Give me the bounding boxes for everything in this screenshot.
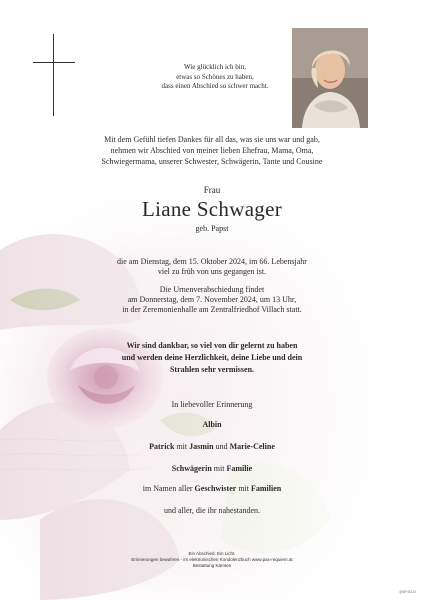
salutation: Frau: [203, 185, 221, 195]
mourner-conjunction: mit: [176, 442, 188, 451]
footer-line: Bestattung Kärnten: [192, 563, 232, 568]
mourner-prefix: im Namen aller: [142, 484, 193, 493]
mourner-name: Schwägerin: [171, 464, 212, 473]
mourner-in-law: [0, 464, 424, 473]
mourner-siblings: [0, 484, 424, 493]
intro-line: nehmen wir Abschied von meiner lieben Ehefrau, Mama, Oma,: [110, 146, 314, 155]
memory-intro: In liebevoller Erinnerung: [171, 400, 253, 409]
thanks-line: und werden deine Herzlichkeit, deine Liebe und dein: [121, 353, 303, 362]
mourner-name: Jasmin: [189, 442, 214, 451]
mourner-name: Geschwister: [194, 484, 237, 493]
mourner-name: Familien: [250, 484, 282, 493]
intro-text: [0, 134, 424, 167]
death-line: viel zu früh von uns gegangen ist.: [157, 267, 267, 276]
cross-symbol: [53, 34, 54, 116]
mourner-name: Patrick: [149, 442, 175, 451]
portrait-photo: [292, 28, 368, 128]
intro-line: Mit dem Gefühl tiefen Dankes für all das, was sie uns war und gab,: [104, 135, 320, 144]
mourner-conjunction: mit: [238, 484, 249, 493]
mourner-husband: Albin: [202, 420, 222, 429]
urn-line: in der Zeremonienhalle am Zentralfriedhof Villach statt.: [122, 305, 302, 314]
urn-farewell-notice: [0, 285, 424, 315]
mourner-name: Familie: [226, 464, 253, 473]
poem-text: [150, 63, 280, 92]
document-code: @BF/8224: [399, 590, 416, 594]
urn-line: Die Urnenverabschiedung findet: [159, 285, 265, 294]
thanks-text: [0, 340, 424, 376]
birth-name: geb. Papst: [195, 224, 229, 233]
deceased-name: Liane Schwager: [141, 197, 283, 221]
footer-line: Erinnerungen bewahren - im elektronischen Kondolenzbuch www.pax-requiem.at: [131, 557, 293, 562]
thanks-line: Wir sind dankbar, so viel von dir gelernt zu haben: [126, 341, 298, 350]
thanks-line: Strahlen sehr vermissen.: [169, 365, 255, 374]
mourner-conjunction: mit: [213, 464, 225, 473]
mourner-name: Marie-Celine: [229, 442, 275, 451]
mourner-closing: und aller, die ihr nahestanden.: [163, 506, 261, 515]
footer-text: [0, 551, 424, 569]
poem-line: dass einen Abschied so schwer macht.: [161, 82, 269, 90]
mourner-children: [0, 442, 424, 451]
intro-line: Schwiegermama, unserer Schwester, Schwägerin, Tante und Cousine: [101, 157, 323, 166]
death-notice: [0, 257, 424, 277]
urn-line: am Donnerstag, dem 7. November 2024, um 13 Uhr,: [127, 295, 297, 304]
death-line: die am Dienstag, dem 15. Oktober 2024, im 66. Lebensjahr: [117, 257, 307, 266]
mourner-conjunction: und: [215, 442, 228, 451]
cross-symbol-bar: [33, 62, 75, 63]
poem-line: etwas so Schönes zu haben,: [176, 72, 254, 81]
footer-line: Ein Abschied. Ein Licht.: [188, 551, 236, 556]
poem-line: Wie glücklich ich bin,: [184, 63, 246, 71]
